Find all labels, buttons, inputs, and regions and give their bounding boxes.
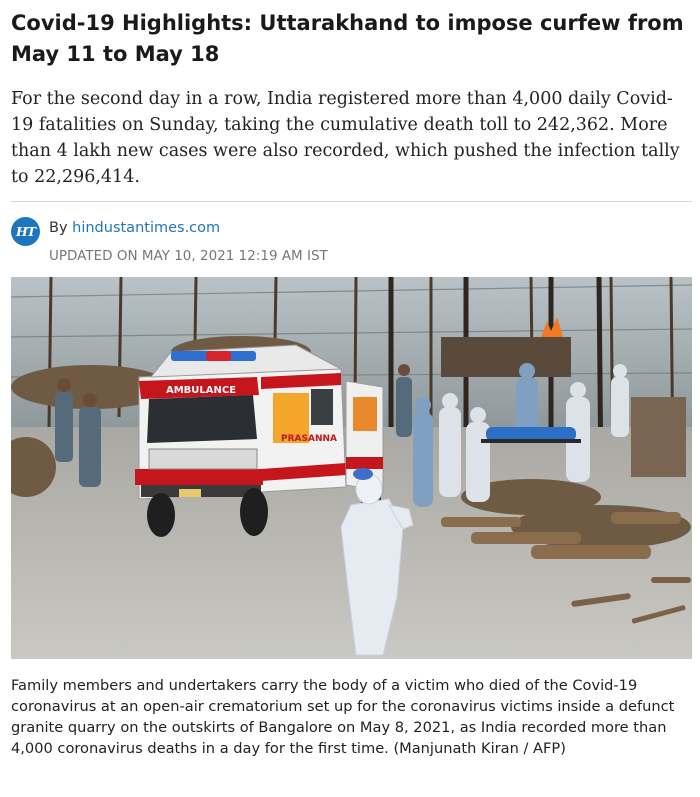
source-link[interactable]: hindustantimes.com [72,220,221,236]
ambulance-label: AMBULANCE [165,385,237,396]
ht-logo-icon[interactable]: HT [11,217,40,246]
ambulance-brand: PRASANNA [281,434,337,444]
headline: Covid-19 Highlights: Uttarakhand to impose curfew from May 11 to May 18 [11,11,684,66]
updated-timestamp: UPDATED ON MAY 10, 2021 12:19 AM IST [49,248,328,264]
photo-caption: Family members and undertakers carry the body of a victim who died of the Covid-19 coronavirus at an open-air crematorium set up for the coronavirus victims inside a defunct granite quarry on the outskirts of Bangalore on May 8, 2021, as India recorded more than 4,000 coronavirus deaths in a day for the first time. (Manjunath Kiran / AFP) [11,677,675,757]
byline-prefix: By [49,220,68,236]
article-photo [11,277,692,659]
crematorium-photo-illustration [11,277,692,659]
divider [11,201,692,202]
article-summary: For the second day in a row, India registered more than 4,000 daily Covid-19 fatalities on Sunday, taking the cumulative death toll to 242,362. More than 4 lakh new cases were also recorded, which pushed the infection tally to 22,296,414. [11,89,680,187]
byline-text [49,218,220,238]
